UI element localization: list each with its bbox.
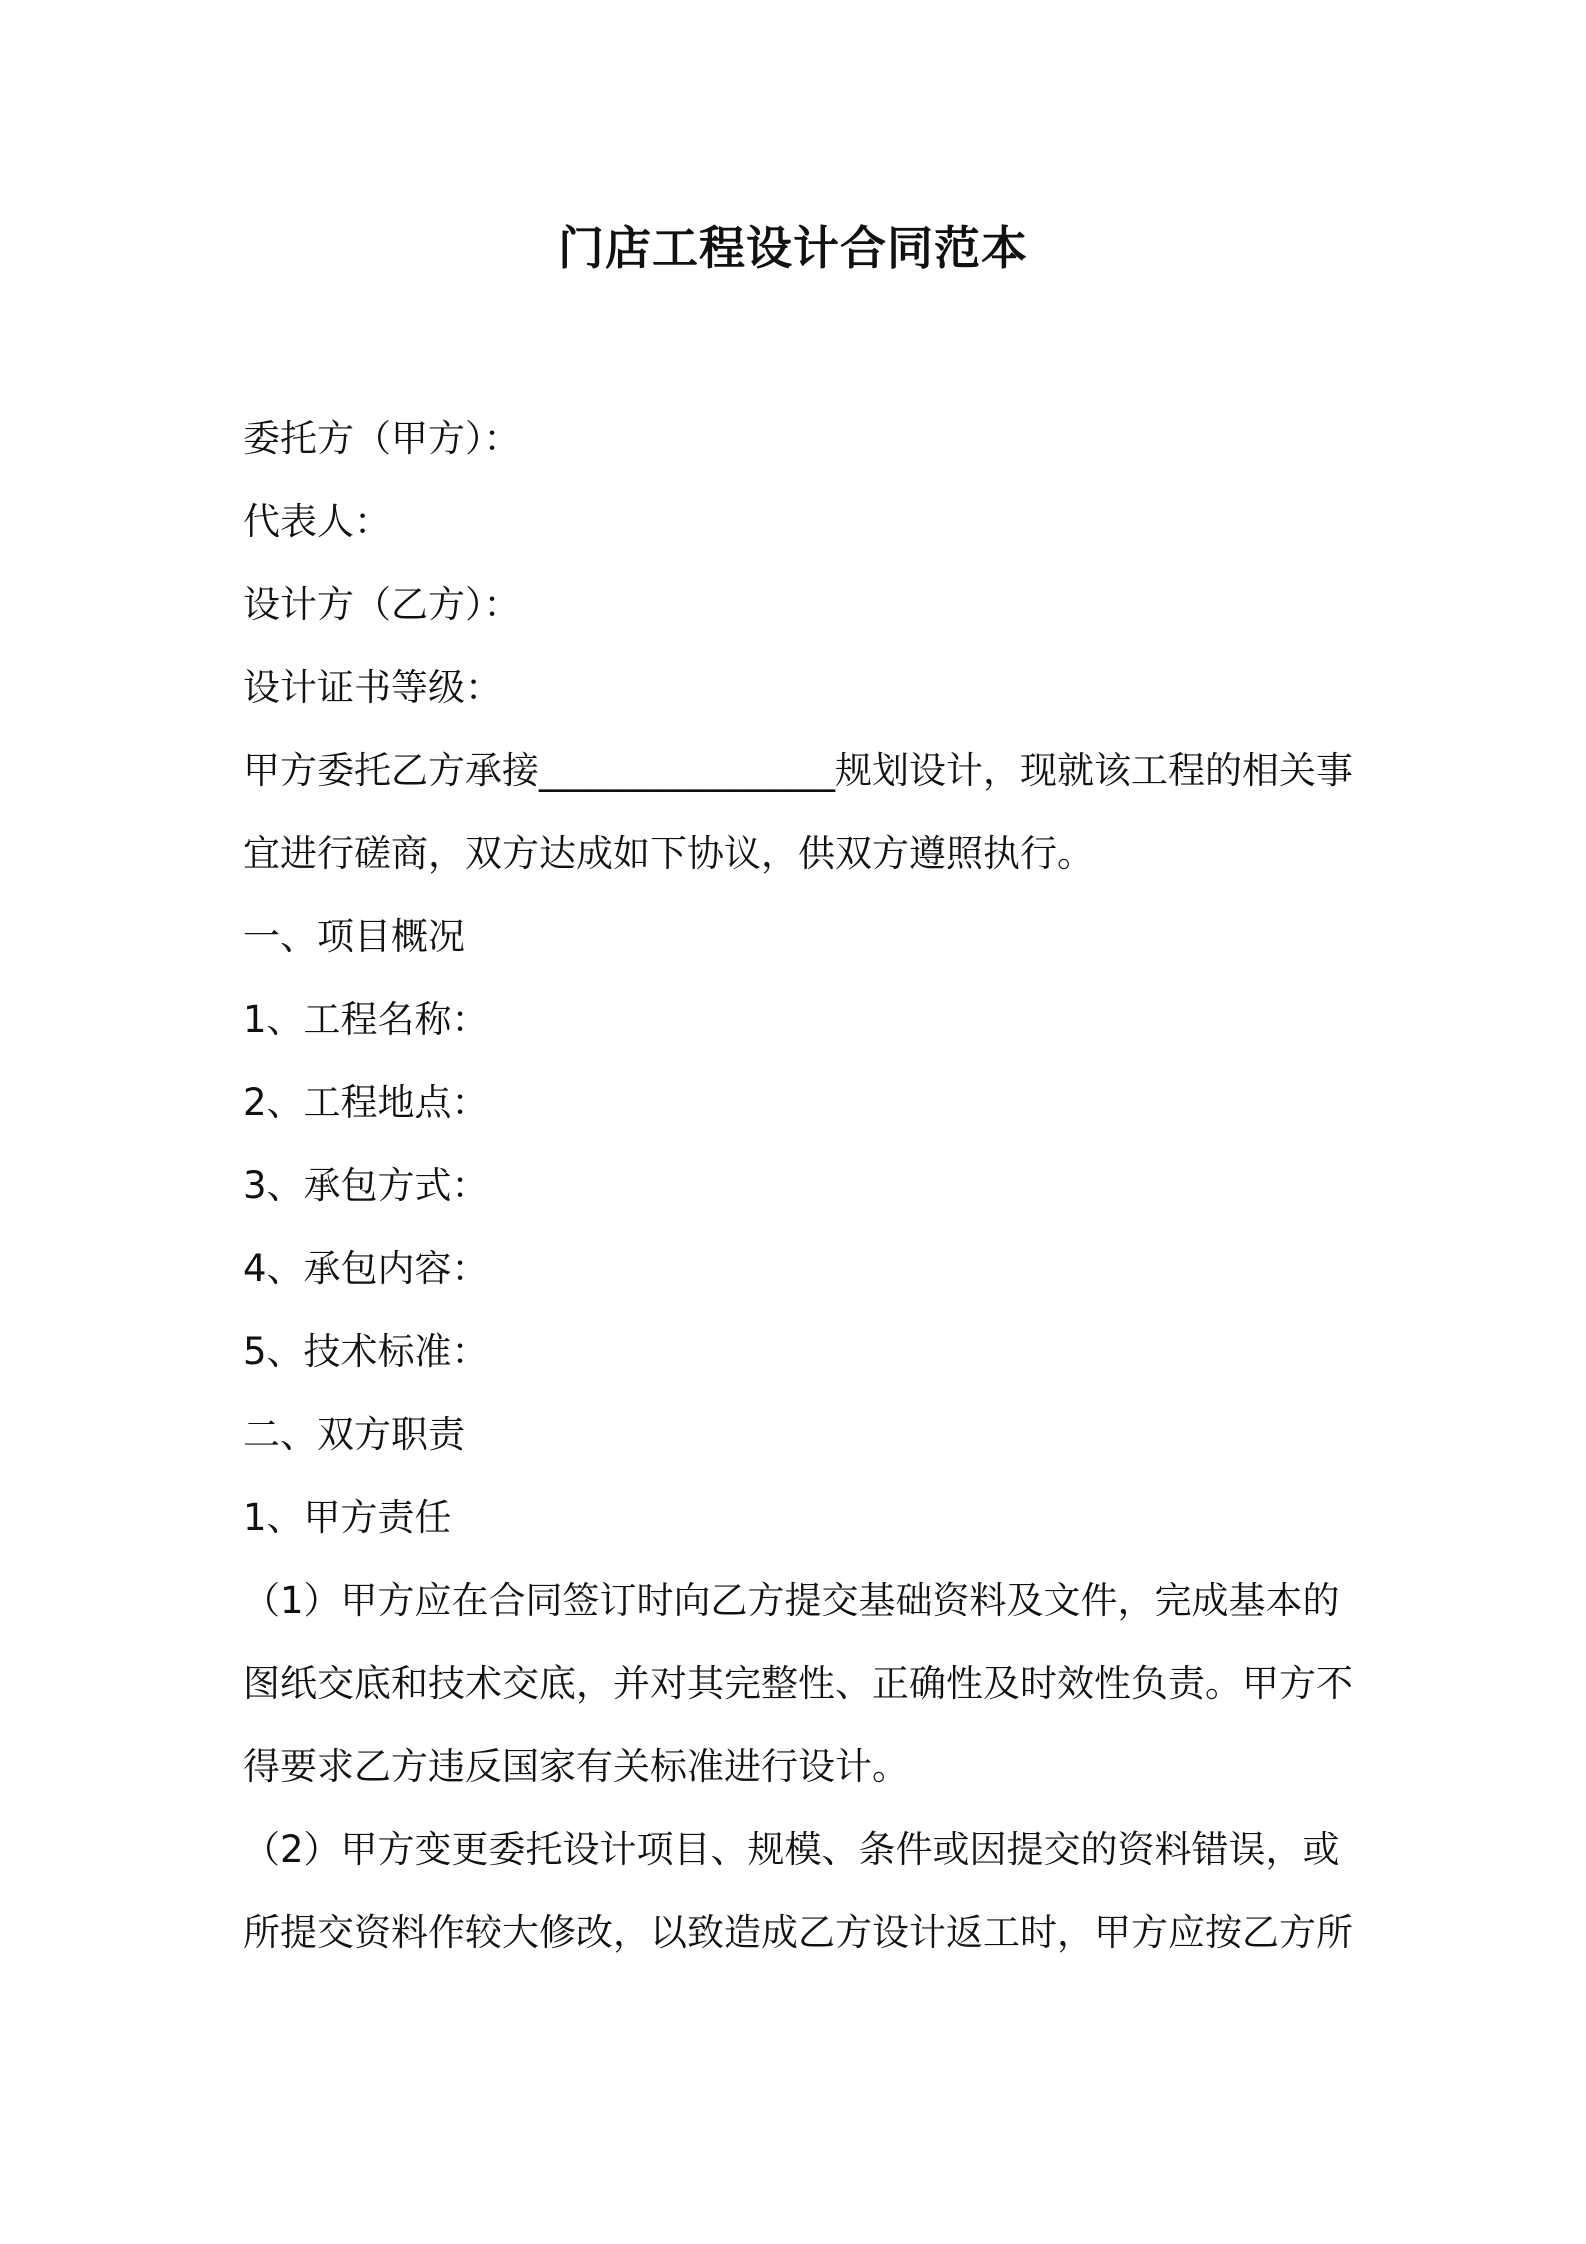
intro-paragraph: 甲方委托乙方承接________________规划设计，现就该工程的相关事宜进行磋商，双方达成如下协议，供双方遵照执行。 [243,749,1353,875]
section-heading-project-overview: 一、项目概况 [243,915,465,958]
certificate-level-line: 设计证书等级： [243,666,502,709]
party-a-responsibility-heading: 1、甲方责任 [243,1496,452,1539]
document-body [243,397,1355,1974]
clause-1-paragraph: （1）甲方应在合同签订时向乙方提交基础资料及文件，完成基本的图纸交底和技术交底，并对其完整性、正确性及时效性负责。甲方不得要求乙方违反国家有关标准进行设计。 [243,1579,1353,1788]
technical-standard-line: 5、技术标准： [243,1330,489,1373]
project-name-line: 1、工程名称： [243,998,489,1041]
representative-line: 代表人： [243,500,391,543]
contract-content-line: 4、承包内容： [243,1247,489,1290]
section-heading-responsibilities: 二、双方职责 [243,1413,465,1456]
contract-mode-line: 3、承包方式： [243,1164,489,1207]
party-b-line: 设计方（乙方）： [243,583,521,626]
project-location-line: 2、工程地点： [243,1081,489,1124]
party-a-line: 委托方（甲方）： [243,417,521,460]
clause-2-paragraph: （2）甲方变更委托设计项目、规模、条件或因提交的资料错误，或所提交资料作较大修改，以致造成乙方设计返工时，甲方应按乙方所 [243,1828,1353,1954]
document-title: 门店工程设计合同范本 [558,221,1028,275]
